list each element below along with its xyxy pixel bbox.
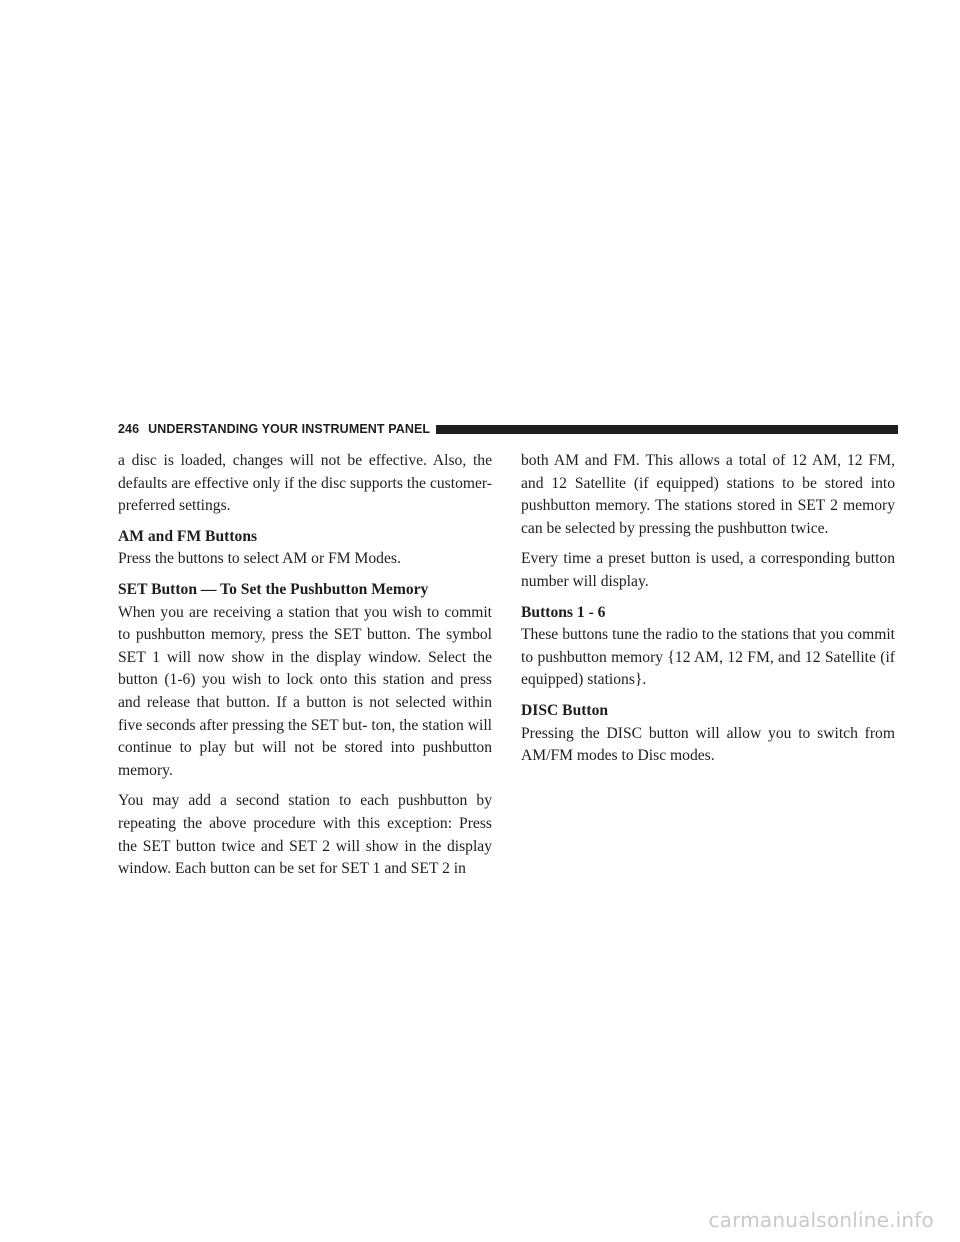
section-title: UNDERSTANDING YOUR INSTRUMENT PANEL [148,422,431,436]
am-fm-heading: AM and FM Buttons [118,527,258,545]
set-heading: SET Button — To Set the Pushbutton Memory [118,580,429,598]
disc-body: Pressing the DISC button will allow you to switch from AM/FM modes to Disc modes. [521,724,895,765]
am-fm-section [118,526,492,571]
am-fm-body: Press the buttons to select AM or FM Modes. [118,550,401,568]
buttons-body: These buttons tune the radio to the stations that you commit to pushbutton memory {12 AM, 12 FM, and 12 Satellite (if equipped) stations}. [521,626,895,689]
set-body: When you are receiving a station that you wish to commit to pushbutton memory, press the SET button. The symbol SET 1 will now show in the display window. Select the button (1-6) you wish to lock onto this station and press and release that button. If a button is not selected within five seconds after pressing the SET but- ton, the station will continue to play but will not be stored into pushbutton memory. [118,603,492,779]
buttons-section [521,602,895,692]
set-section [118,579,492,782]
left-column [118,450,492,889]
page-header [118,420,898,438]
watermark-text: carmanualsonline.info [708,1208,934,1232]
intro-paragraph: a disc is loaded, changes will not be effective. Also, the defaults are effective only if the disc supports the customer-preferred settings. [118,452,492,515]
disc-section [521,700,895,768]
buttons-heading: Buttons 1 - 6 [521,603,606,621]
second-station-paragraph: You may add a second station to each pushbutton by repeating the above procedure with this exception: Press the SET button twice and SET 2 will show in the display window. Each button can be set for SET 1 and SET 2 in [118,792,492,878]
continuation-paragraph: both AM and FM. This allows a total of 12 AM, 12 FM, and 12 Satellite (if equipped) stations to be stored into pushbutton memory. The stations stored in SET 2 memory can be selected by pressing the pushbutton twice. [521,452,895,537]
disc-heading: DISC Button [521,701,609,719]
preset-paragraph: Every time a preset button is used, a corresponding button number will display. [521,550,895,590]
right-column [521,450,895,776]
page-number: 246 [118,422,140,436]
header-rule [436,425,898,434]
